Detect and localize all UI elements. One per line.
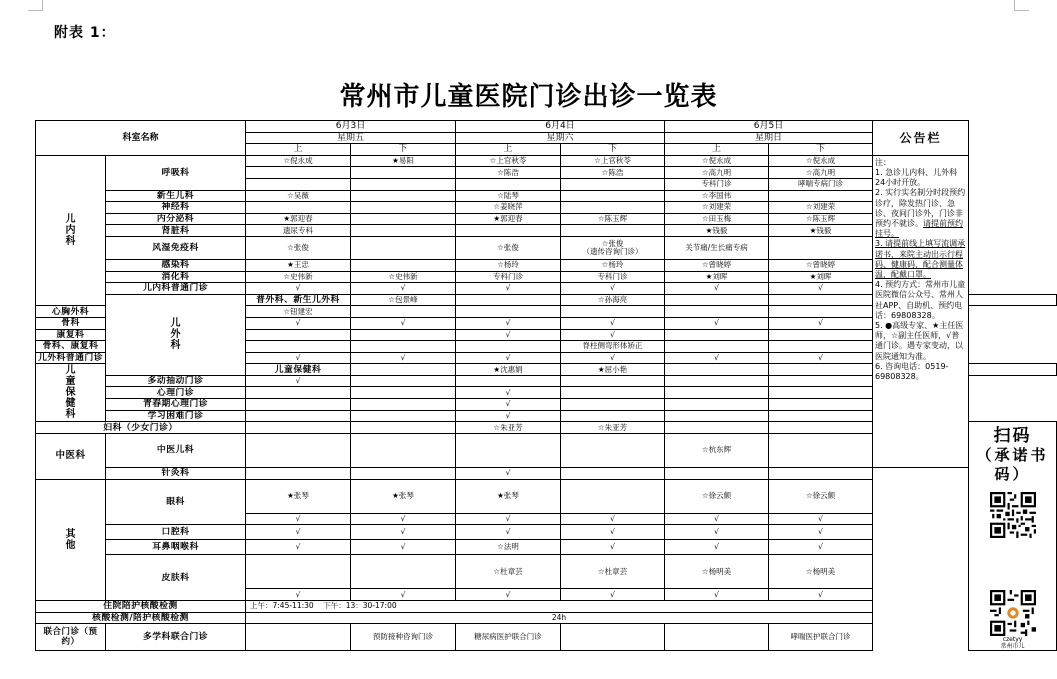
dept-dental: 口腔科: [106, 525, 246, 540]
schedule-cell: [456, 225, 561, 237]
scan-title: 扫码: [993, 426, 1032, 447]
schedule-cell: [351, 387, 456, 399]
schedule-cell: [561, 387, 665, 399]
day1-am-header: 上: [246, 144, 351, 156]
schedule-cell: ☆倪永成: [665, 155, 769, 167]
schedule-cell: ★易阳: [351, 155, 456, 167]
schedule-cell: [561, 306, 665, 318]
group-child-health: 儿童保健科: [36, 364, 106, 422]
dept-learning-difficulty: 学习困难门诊: [106, 410, 246, 422]
schedule-cell: √: [456, 352, 561, 364]
schedule-cell: [969, 364, 1057, 376]
schedule-cell: √: [456, 467, 561, 479]
schedule-cell: [665, 329, 769, 341]
schedule-cell: [246, 341, 351, 353]
schedule-cell: √: [769, 317, 873, 329]
schedule-cell: [665, 467, 769, 479]
page-corner-mark-right: [1014, 0, 1029, 11]
dept-nephrology: 肾脏科: [106, 225, 246, 237]
schedule-cell: ☆杨明美: [665, 555, 769, 589]
schedule-cell: ☆杜章芸: [456, 555, 561, 589]
schedule-cell: ☆张俊: [246, 236, 351, 259]
schedule-cell: ☆陈玉辉: [561, 213, 665, 225]
schedule-cell-note: （遗传咨询门诊）: [582, 246, 643, 256]
schedule-cell: ☆李国伟: [665, 190, 769, 202]
schedule-cell: [351, 433, 456, 467]
schedule-cell: ★沈惠娟: [456, 364, 561, 376]
schedule-cell: [456, 178, 561, 190]
schedule-cell: ★钱毅: [665, 225, 769, 237]
schedule-cell: [246, 329, 351, 341]
schedule-cell: ☆史伟新: [246, 271, 351, 283]
dept-tcm-pediatrics: 中医儿科: [106, 433, 246, 467]
schedule-cell: [769, 422, 873, 434]
dept-neurology: 神经科: [106, 202, 246, 214]
schedule-cell: [665, 364, 769, 376]
schedule-cell: 哮喘专病门诊: [769, 178, 873, 190]
schedule-cell: ☆杜章芸: [561, 555, 665, 589]
schedule-cell: [769, 410, 873, 422]
schedule-cell: √: [665, 513, 769, 525]
schedule-cell: ☆姜晓萍: [456, 202, 561, 214]
schedule-cell: √: [456, 589, 561, 601]
schedule-cell: [456, 294, 561, 306]
schedule-cell: [969, 294, 1057, 306]
schedule-cell: [246, 202, 351, 214]
schedule-cell: √: [246, 589, 351, 601]
schedule-cell: [456, 375, 561, 387]
schedule-cell: [561, 190, 665, 202]
schedule-cell: √: [561, 317, 665, 329]
schedule-cell: [769, 236, 873, 259]
schedule-cell: √: [769, 352, 873, 364]
dept-nucleic-test: 核酸检测/陪护核酸检测: [36, 612, 246, 624]
schedule-cell: [351, 364, 456, 376]
day-weekday-3: 星期日: [665, 132, 873, 144]
schedule-cell: √: [456, 283, 561, 295]
schedule-cell: √: [561, 329, 665, 341]
schedule-cell: √: [246, 283, 351, 295]
schedule-cell: √: [769, 513, 873, 525]
schedule-cell: ☆上官秋苓: [456, 155, 561, 167]
schedule-cell: ☆陈浩: [456, 167, 561, 179]
schedule-cell: √: [561, 540, 665, 555]
dept-rehabilitation: 康复科: [36, 329, 106, 341]
schedule-cell: 哮喘医护联合门诊: [769, 624, 873, 651]
schedule-cell: [769, 467, 873, 479]
schedule-cell: [351, 341, 456, 353]
notice-item-1: 1. 急诊儿内科、儿外科24小时开放。: [875, 167, 958, 188]
notice-item-5: 5. ●高级专家、★主任医师，☆副主任医师，√普通门诊。遇专家变动，以医院通知为准。: [875, 321, 964, 361]
dept-psychology: 心理门诊: [106, 387, 246, 399]
schedule-cell: ☆刘建荣: [769, 202, 873, 214]
schedule-cell: √: [456, 513, 561, 525]
schedule-cell: [351, 190, 456, 202]
schedule-cell: [246, 624, 351, 651]
schedule-cell: √: [351, 525, 456, 540]
dept-child-health: 儿童保健科: [246, 364, 351, 376]
schedule-cell: √: [665, 317, 769, 329]
schedule-cell: 遗尿专科: [246, 225, 351, 237]
schedule-cell: ☆钮建宏: [246, 306, 351, 318]
schedule-cell: [561, 202, 665, 214]
notice-item-2: [875, 188, 966, 239]
schedule-cell: [665, 306, 769, 318]
schedule-cell: [456, 341, 561, 353]
schedule-cell: [351, 225, 456, 237]
dept-ortho-rehab: 骨科、康复科: [36, 341, 106, 353]
day2-pm-header: 下: [561, 144, 665, 156]
schedule-cell: √: [665, 352, 769, 364]
dept-cardiothoracic: 心胸外科: [36, 306, 106, 318]
schedule-cell: √: [246, 513, 351, 525]
schedule-cell: [351, 236, 456, 259]
schedule-cell: [351, 422, 456, 434]
day-weekday-1: 星期五: [246, 132, 456, 144]
dept-name-header: 科室名称: [36, 121, 246, 156]
day-date-2: 6月4日: [456, 121, 665, 133]
schedule-cell: [561, 236, 665, 259]
schedule-cell: ★钱毅: [769, 225, 873, 237]
schedule-cell: [561, 433, 665, 467]
schedule-cell: [351, 399, 456, 411]
schedule-cell: [561, 467, 665, 479]
schedule-cell: [351, 375, 456, 387]
schedule-cell: ☆田玉梅: [665, 213, 769, 225]
wechat-qr-code[interactable]: [990, 590, 1036, 636]
schedule-cell: 糖尿病医护联合门诊: [456, 624, 561, 651]
nucleic-test-am: 上午：7:45-11:30: [250, 601, 314, 611]
schedule-cell: ☆刘建荣: [665, 202, 769, 214]
schedule-cell: [561, 624, 665, 651]
schedule-cell: √: [769, 525, 873, 540]
schedule-cell: √: [456, 399, 561, 411]
schedule-cell: ☆高九明: [665, 167, 769, 179]
day-date-1: 6月3日: [246, 121, 456, 133]
schedule-cell: ☆高九明: [769, 167, 873, 179]
commitment-qr-code[interactable]: [990, 492, 1036, 538]
schedule-cell: [769, 306, 873, 318]
schedule-cell: [246, 555, 351, 589]
schedule-cell: [561, 479, 665, 513]
schedule-cell: √: [246, 375, 351, 387]
schedule-cell: √: [456, 410, 561, 422]
schedule-cell: [769, 433, 873, 467]
dept-ent: 耳鼻咽喉科: [106, 540, 246, 555]
schedule-cell: ☆吴薇: [246, 190, 351, 202]
schedule-cell: [769, 375, 873, 387]
schedule-cell: ☆陆琴: [456, 190, 561, 202]
scan-subtitle: （承诺书码）: [976, 446, 1049, 484]
schedule-cell: ★王忠: [246, 259, 351, 271]
qr-caption-name: 常州市儿: [1000, 643, 1025, 651]
schedule-cell: [351, 213, 456, 225]
dept-infectious: 感染科: [106, 259, 246, 271]
schedule-cell: [246, 167, 351, 179]
dept-endocrinology: 内分泌科: [106, 213, 246, 225]
schedule-cell: ☆包景峰: [351, 294, 456, 306]
schedule-cell: √: [351, 513, 456, 525]
schedule-cell: [665, 387, 769, 399]
notice-item-2-text: 2. 实行实名制分时段预约诊疗，除发热门诊、急诊、夜间门诊外，门诊非预约不就诊。: [875, 188, 966, 228]
schedule-cell: √: [665, 540, 769, 555]
dept-internal-general: 儿内科普通门诊: [106, 283, 246, 295]
schedule-cell: [246, 410, 351, 422]
schedule-cell: ☆徐云颇: [665, 479, 769, 513]
schedule-cell: √: [769, 540, 873, 555]
schedule-cell: ☆杭东辉: [665, 433, 769, 467]
schedule-cell: [351, 329, 456, 341]
schedule-cell: [351, 259, 456, 271]
schedule-cell: [351, 306, 456, 318]
dept-gynecology: 妇科（少女门诊）: [36, 422, 246, 434]
schedule-cell: [769, 399, 873, 411]
schedule-cell: [351, 202, 456, 214]
schedule-cell: ★张琴: [246, 479, 351, 513]
schedule-cell: [561, 178, 665, 190]
schedule-cell: ★屈小艳: [561, 364, 665, 376]
notice-board-header: 公告栏: [873, 121, 969, 156]
schedule-cell: 专科门诊: [561, 271, 665, 283]
group-surgery: 儿外科: [106, 294, 246, 375]
dept-multidisciplinary: 多学科联合门诊: [106, 624, 246, 651]
schedule-cell: √: [561, 513, 665, 525]
dept-teen-psychology: 青春期心理门诊: [106, 399, 246, 411]
day3-pm-header: 下: [769, 144, 873, 156]
dept-rheumatology: 风湿免疫科: [106, 236, 246, 259]
schedule-cell: ★郭迎春: [456, 213, 561, 225]
schedule-cell: ☆法明: [456, 540, 561, 555]
schedule-table: [35, 120, 1057, 651]
schedule-cell: ★刘晖: [769, 271, 873, 283]
schedule-cell: ☆陈浩: [561, 167, 665, 179]
dept-general-surgery: 普外科、新生儿外科: [246, 294, 351, 306]
schedule-cell: [769, 341, 873, 353]
schedule-cell: ☆倪永成: [246, 155, 351, 167]
nucleic-test-hours: [246, 601, 873, 613]
schedule-cell: ★张琴: [456, 479, 561, 513]
day3-am-header: 上: [665, 144, 769, 156]
schedule-cell: [665, 375, 769, 387]
schedule-cell: [769, 364, 873, 376]
schedule-cell: [351, 467, 456, 479]
notice-board: [873, 155, 969, 467]
schedule-cell: ☆杨明美: [769, 555, 873, 589]
dept-acupuncture: 针灸科: [106, 467, 246, 479]
schedule-cell: √: [246, 525, 351, 540]
schedule-cell: [665, 422, 769, 434]
schedule-cell: ☆曾晓婷: [769, 259, 873, 271]
schedule-cell: [769, 294, 873, 306]
schedule-cell: [351, 555, 456, 589]
dept-inpatient-nucleic-test: 住院陪护核酸检测: [36, 601, 246, 613]
notice-item-6: 6. 咨询电话：0519-69808328。: [875, 361, 949, 382]
dept-gastroenterology: 消化科: [106, 271, 246, 283]
schedule-cell: √: [561, 589, 665, 601]
group-joint-clinic: 联合门诊（预约）: [36, 624, 106, 651]
schedule-cell: [665, 410, 769, 422]
schedule-cell: [665, 341, 769, 353]
schedule-cell: [561, 410, 665, 422]
schedule-cell: ☆张俊: [456, 236, 561, 259]
group-tcm: 中医科: [36, 433, 106, 479]
day2-am-header: 上: [456, 144, 561, 156]
schedule-cell: √: [561, 352, 665, 364]
group-other: 其他: [36, 479, 106, 600]
schedule-cell: [769, 190, 873, 202]
schedule-cell: √: [665, 283, 769, 295]
schedule-cell: ☆史伟新: [351, 271, 456, 283]
schedule-cell: √: [351, 352, 456, 364]
schedule-cell: 脊柱侧弯形体矫正: [561, 341, 665, 353]
day-date-3: 6月5日: [665, 121, 873, 133]
dept-dermatology: 皮肤科: [106, 555, 246, 601]
dept-adhd: 多动抽动门诊: [106, 375, 246, 387]
schedule-cell: [246, 467, 351, 479]
schedule-cell: [769, 329, 873, 341]
notice-item-3: 3. 请提前线上填写流调承诺书，来院主动出示行程码、健康码，配合测量体温，配戴口罩。: [875, 239, 966, 280]
schedule-cell: ★郭迎春: [246, 213, 351, 225]
appendix-label: 附表 1：: [54, 25, 116, 41]
schedule-cell: √: [351, 317, 456, 329]
schedule-cell: ★刘晖: [665, 271, 769, 283]
schedule-cell: [246, 178, 351, 190]
schedule-cell: ☆曾晓婷: [665, 259, 769, 271]
schedule-cell: [665, 294, 769, 306]
dept-neonatal: 新生儿科: [106, 190, 246, 202]
schedule-cell: ☆孙海亮: [561, 294, 665, 306]
schedule-cell: ☆上官秋苓: [561, 155, 665, 167]
schedule-cell: [351, 410, 456, 422]
schedule-cell: [351, 178, 456, 190]
schedule-cell: [351, 167, 456, 179]
schedule-cell: [246, 399, 351, 411]
schedule-cell: √: [351, 589, 456, 601]
nucleic-test-24h: 24h: [246, 612, 873, 624]
schedule-cell: [561, 375, 665, 387]
qr-caption-id: czetyy: [1002, 636, 1023, 644]
schedule-cell: [456, 433, 561, 467]
schedule-cell: ☆朱亚芳: [561, 422, 665, 434]
schedule-cell: ☆杨玲: [561, 259, 665, 271]
day-weekday-2: 星期六: [456, 132, 665, 144]
dept-respiratory: 呼吸科: [106, 155, 246, 190]
schedule-cell: [246, 433, 351, 467]
scan-code-panel: [969, 422, 1057, 651]
schedule-cell: 专科门诊: [665, 178, 769, 190]
dept-surgery-general: 儿外科普通门诊: [36, 352, 106, 364]
dept-orthopedics: 骨科: [36, 317, 106, 329]
schedule-cell: √: [351, 283, 456, 295]
page-corner-mark-left: [28, 0, 43, 11]
schedule-cell: ★张琴: [351, 479, 456, 513]
schedule-cell: √: [769, 283, 873, 295]
schedule-cell: ☆徐云颇: [769, 479, 873, 513]
nucleic-test-pm: 下午：13：30-17:00: [323, 601, 397, 611]
schedule-cell: [769, 387, 873, 399]
schedule-cell: [456, 306, 561, 318]
group-internal-medicine: 儿内科: [36, 155, 106, 306]
schedule-cell: √: [351, 540, 456, 555]
notice-item-2-emphasis: 请提前预约挂号。: [875, 219, 963, 239]
day1-pm-header: 下: [351, 144, 456, 156]
schedule-cell: √: [456, 329, 561, 341]
schedule-cell: √: [665, 525, 769, 540]
notice-item-4: 4. 预约方式：常州市儿童医院微信公众号、常州人社APP、自助机、预约电话：69808328。: [875, 280, 966, 320]
schedule-cell: [665, 624, 769, 651]
schedule-cell: [561, 399, 665, 411]
schedule-cell: 专科门诊: [456, 271, 561, 283]
schedule-cell: √: [561, 525, 665, 540]
schedule-cell: ☆朱亚芳: [456, 422, 561, 434]
schedule-cell: ☆倪永成: [769, 155, 873, 167]
schedule-cell: √: [456, 525, 561, 540]
schedule-cell: √: [665, 589, 769, 601]
document-title: 常州市儿童医院门诊出诊一览表: [339, 82, 718, 112]
schedule-cell: √: [456, 387, 561, 399]
schedule-cell: 关节痛/生长痛专病: [665, 236, 769, 259]
schedule-cell: √: [246, 317, 351, 329]
notice-intro: 注：: [875, 157, 891, 167]
schedule-cell: [246, 422, 351, 434]
schedule-cell: 预防接种咨询门诊: [351, 624, 456, 651]
schedule-cell: [246, 387, 351, 399]
schedule-cell: √: [561, 283, 665, 295]
schedule-cell: √: [456, 317, 561, 329]
schedule-cell: √: [769, 589, 873, 601]
schedule-cell: ☆陈玉辉: [769, 213, 873, 225]
schedule-cell: ☆杨玲: [456, 259, 561, 271]
schedule-cell-doctor: ☆张俊: [601, 238, 624, 248]
schedule-cell: [665, 399, 769, 411]
dept-ophthalmology: 眼科: [106, 479, 246, 525]
schedule-cell: √: [246, 540, 351, 555]
schedule-cell: [561, 225, 665, 237]
schedule-cell: √: [246, 352, 351, 364]
